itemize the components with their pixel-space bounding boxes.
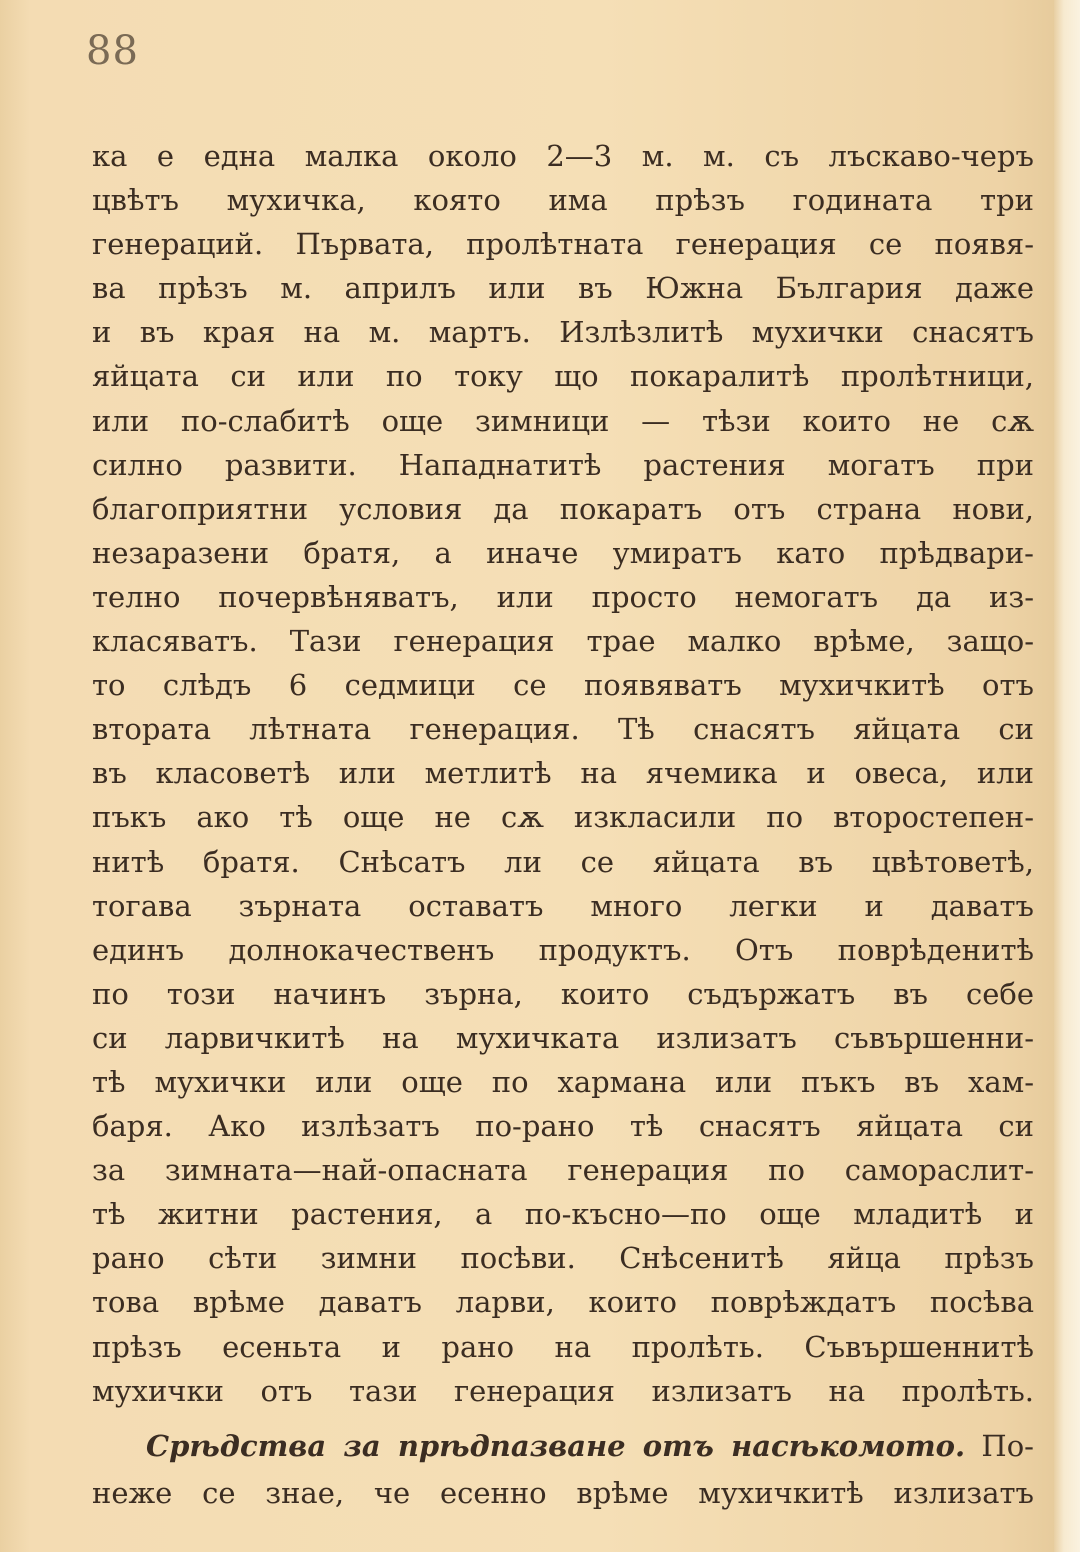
text-line: въ класоветѣ или метлитѣ на ячемика и овеса, или — [92, 756, 1034, 791]
text-line: то слѣдъ 6 седмици се появяватъ мухичкитѣ отъ — [92, 668, 1034, 703]
text-line: генераций. Първата, пролѣтната генерация се появя- — [92, 227, 1034, 262]
text-line: пъкъ ако тѣ още не сѫ изкласили по второстепен- — [92, 800, 1034, 835]
text-line: телно почервѣняватъ, или просто немогатъ да из- — [92, 579, 1034, 614]
text-line: ва прѣзъ м. априлъ или въ Южна България даже — [92, 271, 1034, 306]
page-number: 88 — [86, 28, 139, 74]
text-line: или по-слабитѣ още зимници — тѣзи които не сѫ — [92, 403, 1034, 438]
body-text — [92, 134, 1034, 1515]
text-line: тогава зърната оставатъ много легки и даватъ — [92, 888, 1034, 923]
section-heading-line — [92, 1421, 1034, 1471]
section-heading-continuation: По- — [965, 1428, 1034, 1463]
text-line: ка е една малка около 2—3 м. м. съ лъскаво-черъ — [92, 139, 1034, 173]
text-line: яйцата си или по току що покаралитѣ пролѣтници, — [92, 359, 1034, 394]
text-line: и въ края на м. мартъ. Излѣзлитѣ мухички снасятъ — [92, 315, 1034, 350]
text-line: тѣ житни растения, а по-късно—по още младитѣ и — [92, 1197, 1034, 1232]
text-line: силно развити. Нападнатитѣ растения могатъ при — [92, 447, 1034, 482]
text-line: прѣзъ есеньта и рано на пролѣть. Съвършеннитѣ — [92, 1329, 1034, 1364]
text-line: баря. Ако излѣзатъ по-рано тѣ снасятъ яйцата си — [92, 1109, 1034, 1144]
text-line: благоприятни условия да покаратъ отъ страна нови, — [92, 491, 1034, 526]
page-edge — [1054, 0, 1080, 1552]
text-line: неже се знае, че есенно врѣме мухичкитѣ излизатъ — [92, 1475, 1034, 1510]
text-line: втората лѣтната генерация. Тѣ снасятъ яйцата си — [92, 712, 1034, 747]
text-line: мухички отъ тази генерация излизатъ на пролѣть. — [92, 1373, 1034, 1408]
text-line: за зимната—най-опасната генерация по самораслит- — [92, 1153, 1034, 1188]
text-line: по този начинъ зърна, които съдържатъ въ себе — [92, 976, 1034, 1011]
text-line: това врѣме даватъ ларви, които поврѣждатъ посѣва — [92, 1285, 1034, 1320]
text-line: нитѣ братя. Снѣсатъ ли се яйцата въ цвѣтоветѣ, — [92, 844, 1034, 879]
text-line: класяватъ. Тази генерация трае малко врѣме, защо- — [92, 624, 1034, 659]
text-line: единъ долнокачественъ продуктъ. Отъ поврѣденитѣ — [92, 932, 1034, 967]
text-line: цвѣтъ мухичка, която има прѣзъ годината три — [92, 183, 1034, 218]
text-line: тѣ мухички или още по хармана или пъкъ въ хам- — [92, 1064, 1034, 1099]
text-line: си ларвичкитѣ на мухичката излизатъ съвършенни- — [92, 1020, 1034, 1055]
text-line: рано сѣти зимни посѣви. Снѣсенитѣ яйца прѣзъ — [92, 1241, 1034, 1276]
section-heading: Срѣдства за прѣдпазване отъ насѣкомото. — [146, 1428, 966, 1463]
text-line: незаразени братя, а иначе умиратъ като прѣдвари- — [92, 535, 1034, 570]
